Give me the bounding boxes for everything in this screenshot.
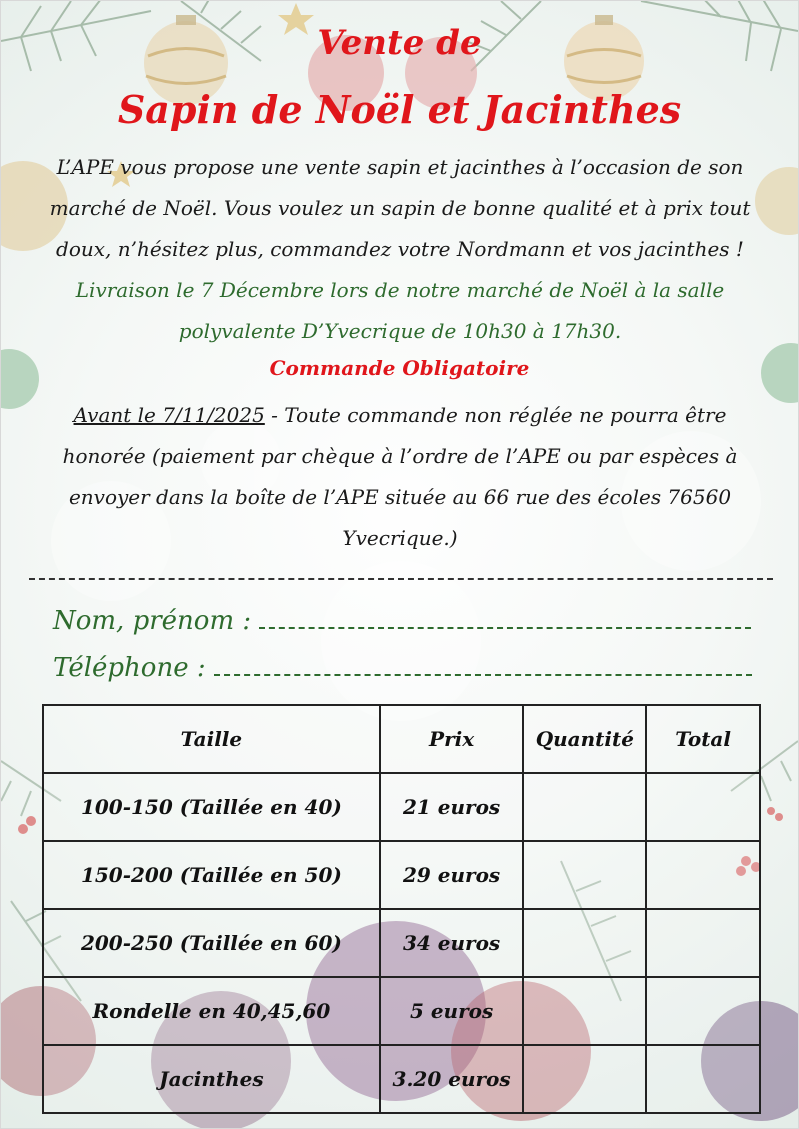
price-cell: 34 euros: [380, 909, 524, 977]
size-cell: 150-200 (Taillée en 50): [43, 841, 380, 909]
header-size: Taille: [43, 705, 380, 773]
header-quantity: Quantité: [523, 705, 646, 773]
quantity-cell[interactable]: [523, 909, 646, 977]
intro-paragraph: [35, 147, 765, 270]
deadline-paragraph: [35, 395, 765, 559]
total-cell[interactable]: [646, 909, 760, 977]
total-cell[interactable]: [646, 841, 760, 909]
order-table: [42, 704, 761, 1114]
table-header-row: [43, 705, 760, 773]
price-cell: 3.20 euros: [380, 1045, 524, 1113]
price-cell: 5 euros: [380, 977, 524, 1045]
name-label: Nom, prénom :: [53, 606, 252, 636]
total-cell[interactable]: [646, 977, 760, 1045]
total-cell[interactable]: [646, 1045, 760, 1113]
intro-line: L’APE vous propose une vente sapin et jacinthes à l’occasion de son: [56, 155, 744, 179]
page-title-line1: Vente de: [317, 23, 482, 63]
size-cell: Jacinthes: [43, 1045, 380, 1113]
deadline-line: honorée (paiement par chèque à l’ordre de l’APE ou par espèces à: [62, 444, 738, 468]
quantity-cell[interactable]: [523, 977, 646, 1045]
deadline-date: Avant le 7/11/2025: [73, 403, 265, 427]
header-price: Prix: [380, 705, 524, 773]
table-row: [43, 977, 760, 1045]
size-cell: Rondelle en 40,45,60: [43, 977, 380, 1045]
name-fill-line[interactable]: [259, 609, 751, 629]
price-cell: 29 euros: [380, 841, 524, 909]
quantity-cell[interactable]: [523, 841, 646, 909]
phone-fill-line[interactable]: [214, 656, 752, 676]
table-row: [43, 909, 760, 977]
header-total: Total: [646, 705, 760, 773]
size-cell: 200-250 (Taillée en 60): [43, 909, 380, 977]
table-row: [43, 773, 760, 841]
intro-line: marché de Noël. Vous voulez un sapin de bonne qualité et à prix tout: [49, 196, 751, 220]
name-field-row: [53, 606, 751, 636]
deadline-line: envoyer dans la boîte de l’APE située au 66 rue des écoles 76560: [68, 485, 732, 509]
page-title-line2: Sapin de Noël et Jacinthes: [117, 87, 682, 132]
phone-field-row: [53, 653, 752, 683]
delivery-line: Livraison le 7 Décembre lors de notre marché de Noël à la salle: [75, 278, 725, 302]
price-cell: 21 euros: [380, 773, 524, 841]
mandatory-notice: Commande Obligatoire: [269, 356, 530, 380]
deadline-line: - Toute commande non réglée ne pourra être: [264, 403, 727, 427]
table-row: [43, 1045, 760, 1113]
cut-line-divider: [29, 578, 773, 580]
quantity-cell[interactable]: [523, 773, 646, 841]
delivery-info: [35, 270, 765, 352]
total-cell[interactable]: [646, 773, 760, 841]
deadline-line: Yvecrique.): [342, 526, 458, 550]
quantity-cell[interactable]: [523, 1045, 646, 1113]
size-cell: 100-150 (Taillée en 40): [43, 773, 380, 841]
delivery-line: polyvalente D’Yvecrique de 10h30 à 17h30.: [178, 319, 622, 343]
phone-label: Téléphone :: [53, 653, 206, 683]
intro-line: doux, n’hésitez plus, commandez votre Nordmann et vos jacinthes !: [56, 237, 744, 261]
table-row: [43, 841, 760, 909]
